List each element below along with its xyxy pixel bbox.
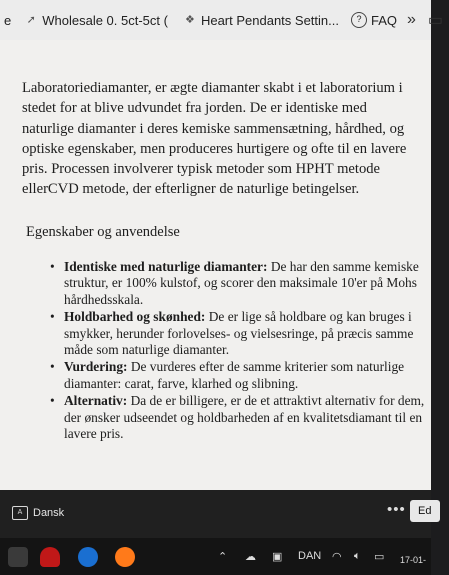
folder-icon[interactable]: ▭: [427, 12, 444, 29]
bookmark-label: Wholesale 0. 5ct-5ct (: [42, 12, 168, 28]
bookmark-label: FAQ: [370, 12, 397, 28]
bullet-icon: •: [50, 359, 55, 375]
list-item-title: Identiske med naturlige diamanter:: [64, 259, 268, 274]
chevron-double-right-icon[interactable]: »: [407, 11, 416, 28]
list-item: [50, 393, 430, 442]
volume-icon[interactable]: 🔈︎: [354, 550, 361, 562]
bookmark-item-1[interactable]: [0, 13, 15, 28]
taskbar: [0, 538, 431, 575]
list-item: [50, 309, 430, 358]
bookmarks-bar: [0, 0, 444, 40]
language-label[interactable]: Dansk: [33, 507, 65, 519]
faq-icon: ?: [351, 12, 367, 28]
bookmark-label: Heart Pendants Settin...: [200, 12, 339, 28]
arrow-icon: ➚: [26, 14, 36, 26]
chevron-up-icon[interactable]: ⌃: [218, 551, 228, 563]
list-item: [50, 359, 430, 392]
bullet-icon: •: [50, 393, 55, 409]
list-item-text: De vurderes efter de samme kriterier som naturlige diamanter: carat, farve, klarhed og slibning.: [64, 359, 405, 391]
edit-button[interactable]: Ed: [410, 500, 440, 522]
list-item-text: De er lige så holdbare og kan bruges i smykker, herunder forlovelses- og vielsesringe, på præcis samme måde som naturlige diamanter.: [64, 309, 414, 358]
bookmark-label: e: [4, 12, 12, 28]
input-language[interactable]: DAN: [298, 550, 322, 562]
list-item-title: Holdbarhed og skønhed:: [64, 309, 206, 325]
bullet-icon: •: [50, 259, 55, 274]
more-options-icon[interactable]: •••: [387, 501, 406, 518]
outlook-icon[interactable]: [78, 547, 98, 567]
translate-bar: [0, 490, 431, 538]
page-icon: ❖: [185, 14, 195, 26]
properties-list: [50, 259, 430, 443]
cloud-icon[interactable]: ☁: [245, 551, 256, 563]
bookmark-item-heart-pendants[interactable]: [180, 13, 343, 28]
list-item-text: Da de er billigere, er de et attraktivt alternativ for dem, der ønsker udseendet og holdbarheden af en kvalitetsdiamant til en lavere pris.: [64, 393, 425, 442]
battery-icon[interactable]: ▭: [374, 551, 385, 563]
bookmark-item-wholesale[interactable]: [21, 13, 172, 28]
list-item-text: De har den samme kemiske struktur, er 100% kulstof, og scorer den maksimale 10'er på Mohs hårdhedsskala.: [64, 259, 419, 307]
list-item-title: Alternativ:: [64, 393, 128, 409]
translate-icon[interactable]: A: [12, 506, 28, 520]
intro-paragraph: Laboratoriediamanter, er ægte diamanter skabt i et laboratorium i stedet for at blive udvundet fra jorden. De er identiske med naturlige diamanter i deres kemiske sammensætning, hårdhed, og optiske egenskaber, men produceres hurtigere og ofte til en lavere pris. Processen involverer typisk metoder som HPHT metode ellerCVD metode, der efterligner de naturlige betingelser.: [22, 80, 407, 198]
bullet-icon: •: [50, 309, 55, 325]
list-item: [50, 259, 430, 308]
taskview-icon[interactable]: [8, 547, 28, 567]
list-item-title: Vurdering:: [64, 359, 128, 375]
clock-date[interactable]: 17-01-: [400, 555, 427, 565]
app-icon[interactable]: ▣: [272, 551, 283, 563]
mcafee-icon[interactable]: [40, 547, 60, 567]
firefox-icon[interactable]: [115, 547, 135, 567]
wifi-icon[interactable]: ◠: [332, 551, 342, 563]
page-content: [0, 40, 431, 490]
bookmark-item-faq[interactable]: [347, 12, 401, 28]
section-heading: Egenskaber og anvendelse: [26, 224, 180, 240]
